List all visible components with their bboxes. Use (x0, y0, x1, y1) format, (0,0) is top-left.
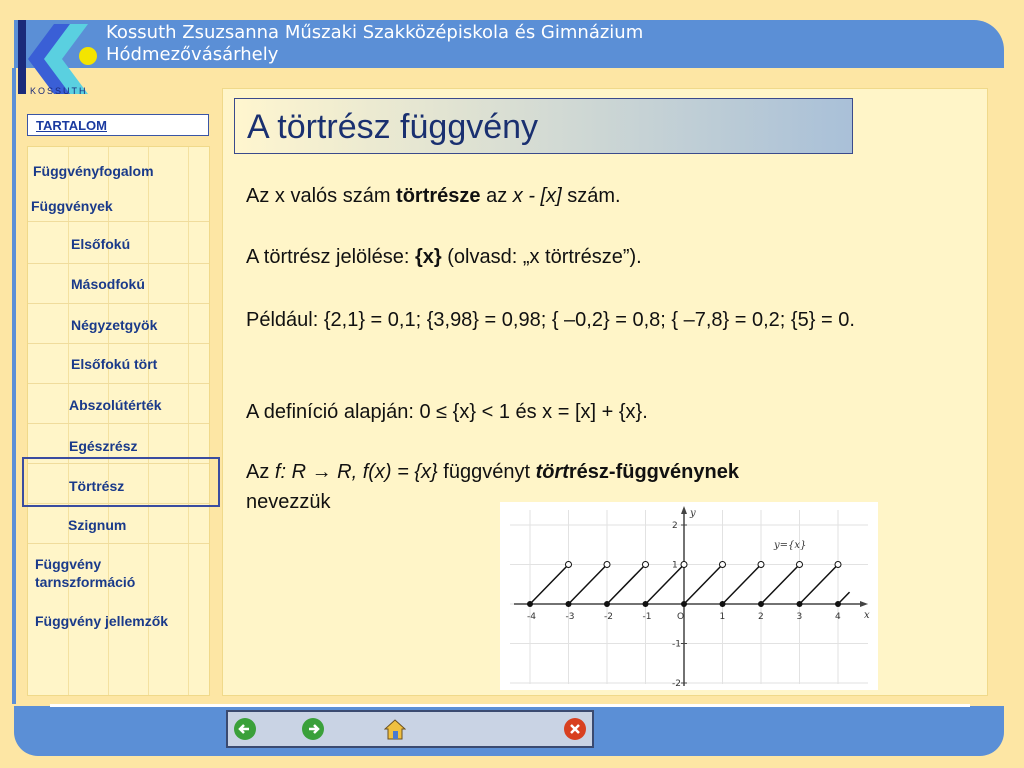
close-icon[interactable] (564, 718, 586, 740)
fractional-part-graph (500, 502, 878, 690)
slide-title-box (234, 98, 853, 154)
closed-endpoint (797, 601, 803, 607)
text: függvényt (437, 461, 536, 483)
y-tick-label: -1 (672, 639, 681, 650)
menu-header[interactable] (27, 114, 209, 136)
sidebar-item-masodfoku[interactable]: Másodfokú (71, 276, 145, 292)
school-logo (14, 16, 104, 100)
x-tick-label: 2 (758, 612, 764, 622)
sidebar-item-fuggvenyfogalom[interactable]: Függvényfogalom (33, 163, 154, 179)
text: Az x valós szám (246, 185, 397, 207)
x-tick-label: 1 (719, 612, 726, 622)
menu-separator (28, 423, 210, 424)
series-segment (800, 565, 839, 605)
series-segment (530, 565, 569, 605)
menu-separator (28, 263, 210, 264)
closed-endpoint (643, 601, 649, 607)
x-tick-label: -2 (604, 612, 613, 622)
text-italic: x - [x] (512, 185, 562, 207)
menu-separator (28, 303, 210, 304)
forward-arrow-icon[interactable] (302, 718, 324, 740)
x-tick-label: -4 (527, 612, 536, 622)
slide-title: A törtrész függvény (247, 108, 539, 146)
sidebar-item-fuggveny-transzformacio[interactable]: Függvény tarnszformáció (35, 556, 136, 590)
text: A törtrész jelölése: (246, 246, 415, 268)
open-endpoint (566, 562, 572, 568)
school-name: Kossuth Zsuzsanna Műszaki Szakközépiskola és Gimnázium (106, 22, 644, 43)
text: nevezzük (246, 491, 331, 513)
y-tick-label: -2 (672, 679, 681, 689)
y-axis-arrow (681, 506, 687, 514)
sidebar-item-negyzetgyok[interactable]: Négyzetgyök (71, 317, 158, 333)
back-arrow-icon[interactable] (234, 718, 256, 740)
function-annotation: y={x} (774, 540, 807, 551)
open-endpoint (835, 562, 841, 568)
footer-line (50, 704, 970, 707)
text-bold: törtrésze (396, 185, 481, 207)
series-segment (684, 565, 723, 605)
series-segment (569, 565, 608, 605)
sidebar-item-egeszresz[interactable]: Egészrész (69, 438, 138, 454)
open-endpoint (720, 562, 726, 568)
x-tick-label: -1 (642, 612, 652, 622)
open-endpoint (643, 562, 649, 568)
menu-separator (28, 343, 210, 344)
x-axis-arrow (860, 601, 868, 607)
text: az (480, 185, 513, 207)
closed-endpoint (720, 601, 726, 607)
sidebar-item-fuggvenyek[interactable]: Függvények (31, 198, 113, 214)
paragraph-examples: Például: {2,1} = 0,1; {3,98} = 0,98; { –0,2} = 0,8; { –7,8} = 0,2; {5} = 0. (246, 309, 855, 331)
open-endpoint (681, 562, 687, 568)
sidebar-item-abszoluterték[interactable]: Abszolútérték (69, 397, 162, 413)
y-axis-label: y (690, 508, 696, 519)
open-endpoint (758, 562, 764, 568)
closed-endpoint (604, 601, 610, 607)
x-axis-label: x (864, 610, 870, 621)
logo-text: KOSSUTH (30, 86, 88, 96)
closed-endpoint (527, 601, 533, 607)
text: szám. (561, 185, 621, 207)
menu-guide-line (188, 147, 189, 695)
menu-header-label: TARTALOM (36, 118, 107, 133)
menu-separator (28, 383, 210, 384)
x-tick-label: O (677, 612, 685, 622)
closed-endpoint (566, 601, 572, 607)
series-segment (607, 565, 646, 605)
paragraph-property: A definíció alapján: 0 ≤ {x} < 1 és x = [x] + {x}. (246, 401, 648, 423)
x-tick-label: 3 (796, 612, 803, 622)
y-tick-label: 2 (672, 521, 678, 531)
text: (olvasd: „x törtrésze”). (441, 246, 642, 268)
navigation-bar (226, 710, 594, 748)
graph-svg (500, 502, 878, 690)
menu-separator (28, 221, 210, 222)
menu-separator (28, 543, 210, 544)
text-bold: {x} (414, 246, 442, 268)
open-endpoint (797, 562, 803, 568)
left-edge (12, 68, 16, 704)
text: Az (246, 461, 275, 483)
sidebar-item-elsofoku[interactable]: Elsőfokú (71, 236, 131, 252)
series-segment (761, 565, 800, 605)
home-icon[interactable] (384, 718, 406, 740)
sidebar-item-szignum[interactable]: Szignum (68, 517, 127, 533)
school-title (106, 22, 643, 66)
sidebar-item-tortresz[interactable]: Törtrész (69, 478, 125, 494)
x-tick-label: 4 (835, 612, 841, 622)
text-italic: f: R → R, f(x) = {x} (274, 461, 438, 483)
x-tick-label: -3 (565, 612, 575, 622)
text-bold: rész-függvénynek (568, 461, 739, 483)
series-segment (646, 565, 685, 605)
text-bold-italic: tört (535, 461, 569, 483)
sidebar-item-fuggveny-jellemzok[interactable]: Függvény jellemzők (35, 613, 169, 629)
paragraph-notation (246, 242, 642, 272)
closed-endpoint (681, 601, 687, 607)
closed-endpoint (835, 601, 841, 607)
y-tick-label: 1 (672, 560, 678, 571)
open-endpoint (604, 562, 610, 568)
sidebar-item-elsofoku-tort[interactable]: Elsőfokú tört (71, 356, 158, 372)
school-city: Hódmezővásárhely (106, 44, 279, 65)
series-segment (723, 565, 762, 605)
paragraph-definition (246, 181, 621, 211)
closed-endpoint (758, 601, 764, 607)
